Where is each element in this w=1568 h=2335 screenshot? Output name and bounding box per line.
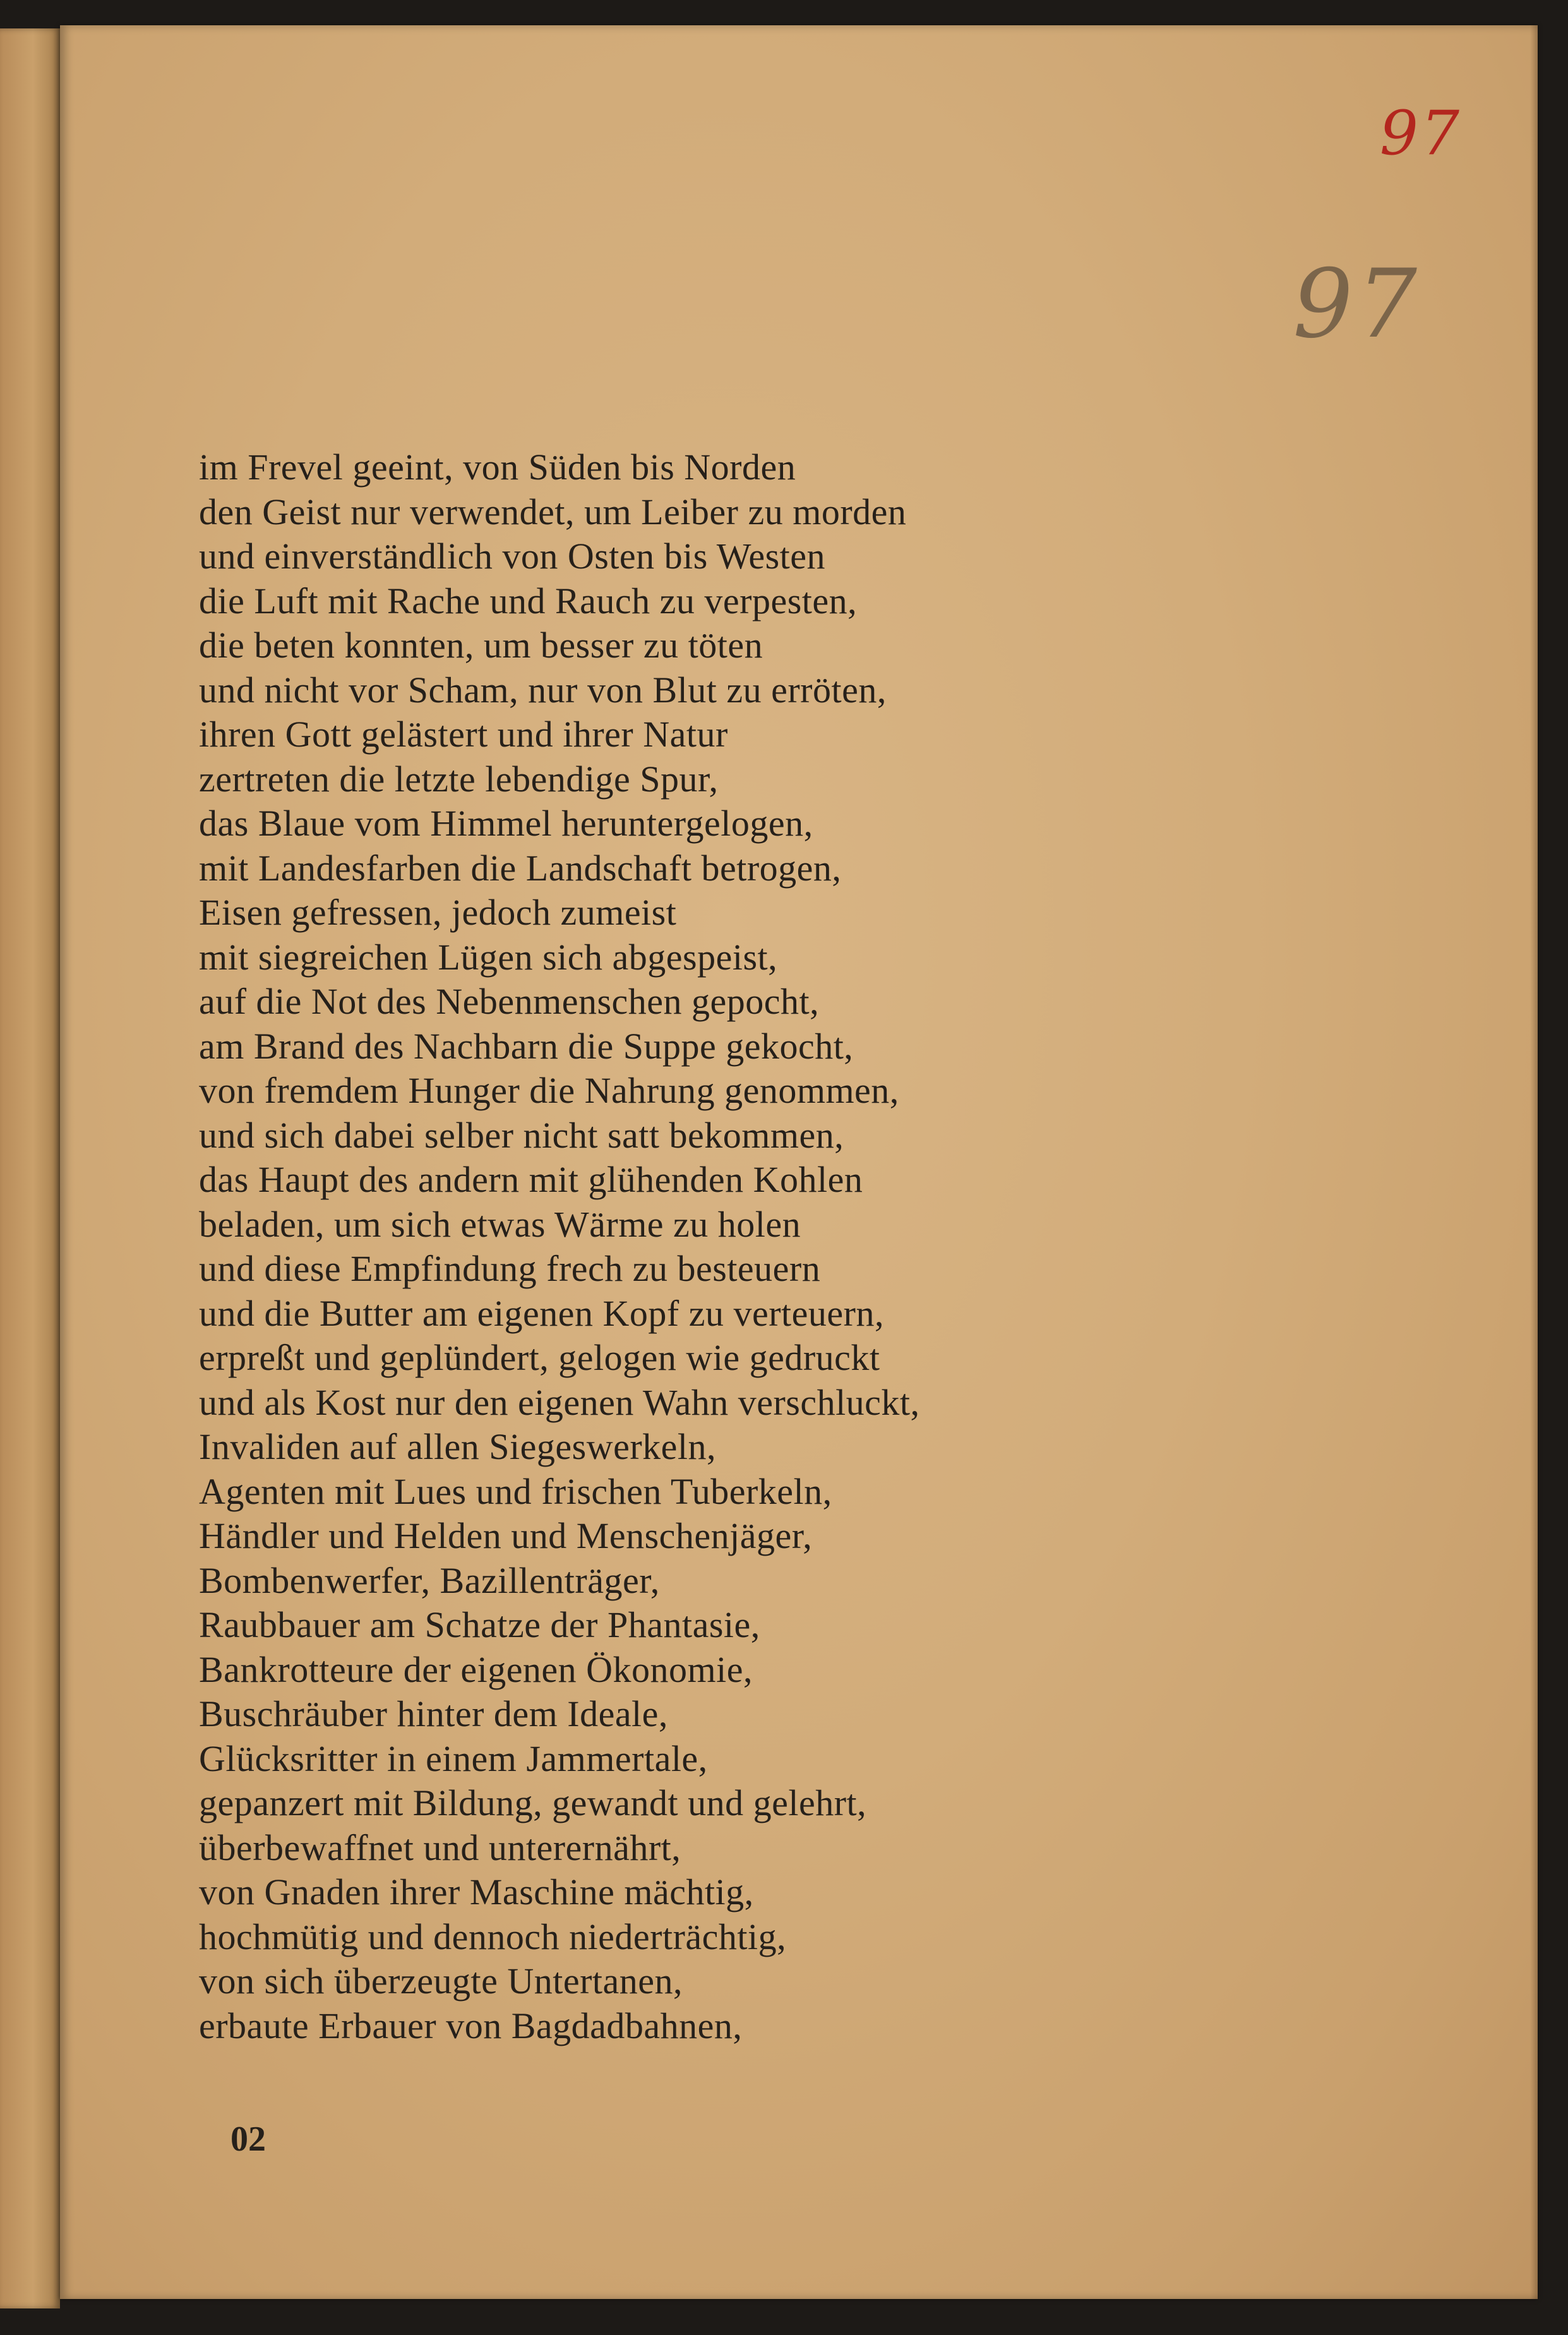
poem-line: Invaliden auf allen Siegeswerkeln, <box>199 1426 717 1467</box>
poem-line: erpreßt und geplündert, gelogen wie gedruckt <box>199 1337 880 1378</box>
poem-line: die beten konnten, um besser zu töten <box>199 625 763 666</box>
poem-line: und nicht vor Scham, nur von Blut zu erröten, <box>199 669 887 711</box>
poem-line: Händler und Helden und Menschenjäger, <box>199 1515 813 1556</box>
poem-line: Glücksritter in einem Jammertale, <box>199 1738 708 1779</box>
poem-line: hochmütig und dennoch niederträchtig, <box>199 1916 787 1957</box>
poem-line: ihren Gott gelästert und ihrer Natur <box>199 714 728 755</box>
poem-line: und als Kost nur den eigenen Wahn verschluckt, <box>199 1381 920 1423</box>
poem-line: mit Landesfarben die Landschaft betrogen, <box>199 847 842 889</box>
poem-line: am Brand des Nachbarn die Suppe gekocht, <box>199 1025 854 1067</box>
poem-line: und sich dabei selber nicht satt bekommen, <box>199 1114 844 1156</box>
poem-line: im Frevel geeint, von Süden bis Norden <box>199 447 796 488</box>
poem-line: gepanzert mit Bildung, gewandt und gelehrt, <box>199 1782 867 1823</box>
poem-line: zertreten die letzte lebendige Spur, <box>199 758 719 800</box>
page-edge-shadow <box>1530 25 1538 2299</box>
poem-line: beladen, um sich etwas Wärme zu holen <box>199 1203 801 1245</box>
poem-line: von fremdem Hunger die Nahrung genommen, <box>199 1070 899 1111</box>
archive-number-annotation: 97 <box>1379 98 1462 169</box>
poem-line: und die Butter am eigenen Kopf zu verteuern, <box>199 1292 884 1334</box>
poem-text <box>199 445 1209 2048</box>
page-number: 02 <box>230 2120 266 2159</box>
poem-line: erbaute Erbauer von Bagdadbahnen, <box>199 2005 743 2046</box>
poem-line: Buschräuber hinter dem Ideale, <box>199 1693 668 1734</box>
poem-line: die Luft mit Rache und Rauch zu verpesten, <box>199 580 858 621</box>
pencil-number-annotation: 97 <box>1293 249 1421 359</box>
poem-line: Bombenwerfer, Bazillenträger, <box>199 1559 660 1601</box>
poem-line: mit siegreichen Lügen sich abgespeist, <box>199 936 778 978</box>
poem-line: Raubbauer am Schatze der Phantasie, <box>199 1604 760 1645</box>
previous-page-edge <box>0 28 60 2308</box>
poem-line: und diese Empfindung frech zu besteuern <box>199 1248 821 1289</box>
poem-line: und einverständlich von Osten bis Westen <box>199 536 826 577</box>
poem-line: Eisen gefressen, jedoch zumeist <box>199 892 677 933</box>
poem-line: das Haupt des andern mit glühenden Kohlen <box>199 1159 863 1200</box>
poem-line: Agenten mit Lues und frischen Tuberkeln, <box>199 1470 832 1512</box>
poem-line: von Gnaden ihrer Maschine mächtig, <box>199 1871 754 1912</box>
poem-line: von sich überzeugte Untertanen, <box>199 1960 683 2002</box>
poem-line: überbewaffnet und unterernährt, <box>199 1827 681 1868</box>
poem-line: Bankrotteure der eigenen Ökonomie, <box>199 1648 753 1690</box>
poem-line: den Geist nur verwendet, um Leiber zu morden <box>199 491 907 532</box>
poem-line: das Blaue vom Himmel heruntergelogen, <box>199 803 813 844</box>
poem-line: auf die Not des Nebenmenschen gepocht, <box>199 981 820 1022</box>
